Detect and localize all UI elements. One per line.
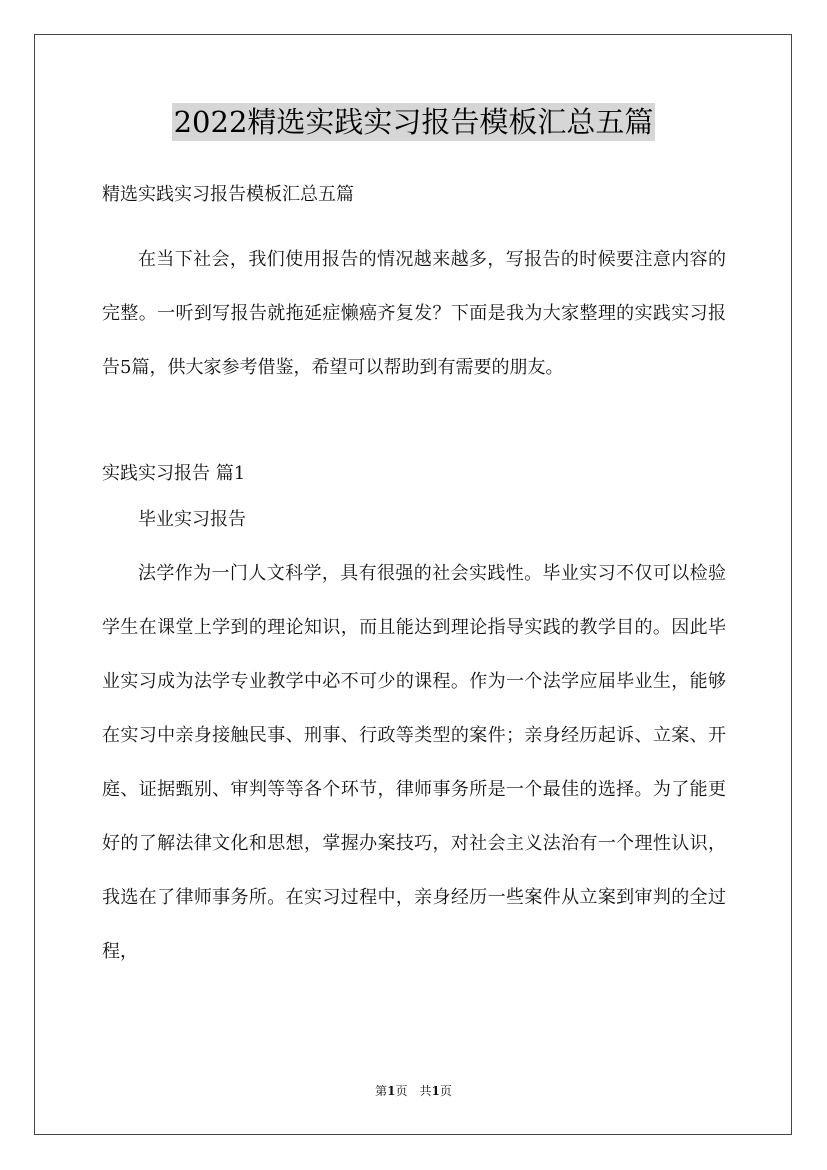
section-heading: 实践实习报告 篇1 bbox=[102, 463, 246, 484]
footer-page-middle: 页 共 bbox=[395, 1084, 432, 1098]
document-title: 2022精选实践实习报告模板汇总五篇 bbox=[173, 105, 654, 139]
section-body-paragraph: 法学作为一门人文科学，具有很强的社会实践性。毕业实习不仅可以检验学生在课堂上学到的理论知识，而且能达到理论指导实践的教学目的。因此毕业实习成为法学专业教学中必不可少的课程。作为一个法学应届毕业生，能够在实习中亲身接触民事、刑事、行政等类型的案件；亲身经历起诉、立案、开庭、证据甄别、审判等等各个环节，律师事务所是一个最佳的选择。为了能更好的了解法律文化和思想，掌握办案技巧，对社会主义法治有一个理性认识，我选在了律师事务所。在实习过程中，亲身经历一些案件从立案到审判的全过程， bbox=[102, 563, 726, 962]
page-footer bbox=[0, 1082, 827, 1099]
title-container bbox=[0, 103, 827, 141]
footer-page-suffix: 页 bbox=[439, 1084, 452, 1098]
section-spacer bbox=[102, 395, 726, 455]
intro-paragraph: 在当下社会，我们使用报告的情况越来越多，写报告的时候要注意内容的完整。一听到写报告就拖延症懒癌齐复发？下面是我为大家整理的实践实习报告5篇，供大家参考借鉴，希望可以帮助到有需要的朋友。 bbox=[102, 249, 726, 378]
document-subtitle: 精选实践实习报告模板汇总五篇 bbox=[102, 184, 354, 205]
document-body bbox=[102, 176, 726, 979]
footer-page-current: 1 bbox=[387, 1084, 396, 1098]
footer-page-total: 1 bbox=[431, 1084, 440, 1098]
section-subheading: 毕业实习报告 bbox=[138, 509, 246, 530]
footer-page-prefix: 第 bbox=[375, 1084, 388, 1098]
